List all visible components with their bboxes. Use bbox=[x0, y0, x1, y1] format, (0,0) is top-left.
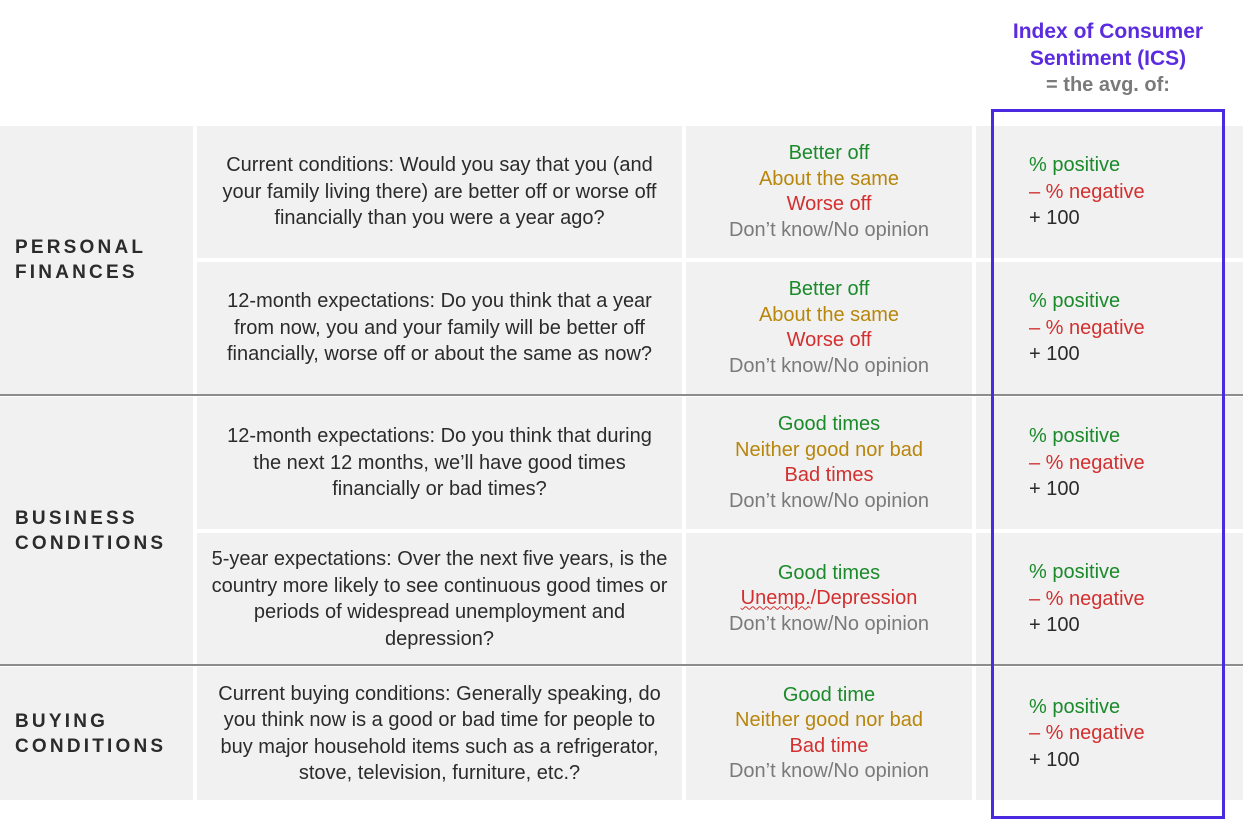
ics-plus: + 100 bbox=[1029, 207, 1080, 230]
question-cell: Current buying conditions: Generally speaking, do you think now is a good or bad time for people to buy major household items such as a refrigerator, stove, television, furniture, etc.? bbox=[197, 667, 682, 800]
ics-plus: + 100 bbox=[1029, 343, 1080, 366]
answer-negative: Worse off bbox=[786, 193, 872, 215]
ics-negative: – % negative bbox=[1029, 180, 1145, 203]
ics-negative: – % negative bbox=[1029, 451, 1145, 474]
ics-header bbox=[992, 18, 1224, 99]
ics-positive: % positive bbox=[1029, 425, 1121, 448]
ics-subtitle: = the avg. of: bbox=[1046, 74, 1170, 96]
answer-positive: Better off bbox=[788, 278, 870, 300]
answer-dont-know: Don’t know/No opinion bbox=[728, 218, 930, 241]
answer-options bbox=[686, 397, 972, 529]
answer-neutral: About the same bbox=[758, 303, 900, 326]
ics-negative: – % negative bbox=[1029, 587, 1145, 610]
category-business-conditions: BUSINESS CONDITIONS bbox=[0, 397, 193, 665]
answer-options bbox=[686, 126, 972, 258]
answer-positive: Good times bbox=[777, 413, 881, 435]
question-cell: 12-month expectations: Do you think that during the next 12 months, we’ll have good times financially or bad times? bbox=[197, 397, 682, 529]
ics-positive: % positive bbox=[1029, 290, 1121, 313]
ics-positive: % positive bbox=[1029, 561, 1121, 584]
answer-neutral: Neither good nor bad bbox=[735, 438, 923, 461]
ics-positive: % positive bbox=[1029, 154, 1121, 177]
answer-positive: Good times bbox=[777, 561, 881, 584]
ics-highlight-box bbox=[991, 109, 1225, 819]
ics-positive: % positive bbox=[1029, 695, 1121, 718]
answer-dont-know: Don’t know/No opinion bbox=[728, 760, 930, 782]
ics-plus: + 100 bbox=[1029, 478, 1080, 501]
answer-negative bbox=[741, 586, 918, 612]
answer-negative: Bad times bbox=[784, 464, 874, 486]
ics-plus: + 100 bbox=[1029, 748, 1080, 771]
ics-negative: – % negative bbox=[1029, 316, 1145, 339]
answer-options bbox=[686, 533, 972, 665]
answer-neutral: About the same bbox=[758, 167, 900, 190]
answer-negative: Worse off bbox=[786, 329, 872, 351]
answer-neutral: Neither good nor bad bbox=[735, 709, 923, 731]
answer-positive: Good time bbox=[782, 683, 876, 706]
question-cell: Current conditions: Would you say that you (and your family living there) are better off or worse off financially than you were a year ago? bbox=[197, 126, 682, 258]
answer-positive: Better off bbox=[788, 142, 870, 164]
answer-dont-know: Don’t know/No opinion bbox=[728, 489, 930, 512]
ics-negative: – % negative bbox=[1029, 722, 1145, 745]
ics-plus: + 100 bbox=[1029, 614, 1080, 637]
category-buying-conditions: BUYING CONDITIONS bbox=[0, 667, 193, 800]
question-cell: 5-year expectations: Over the next five years, is the country more likely to see continuous good times or periods of widespread unemployment and depression? bbox=[197, 533, 682, 665]
answer-negative-rest: /Depression bbox=[810, 587, 918, 610]
answer-negative: Bad time bbox=[789, 734, 869, 757]
ics-title: Index of Consumer Sentiment (ICS) bbox=[1012, 20, 1204, 70]
question-cell: 12-month expectations: Do you think that a year from now, you and your family will be better off financially, worse off or about the same as now? bbox=[197, 262, 682, 394]
answer-options bbox=[686, 667, 972, 800]
answer-negative-abbrev: Unemp. bbox=[740, 587, 811, 610]
category-personal-finances: PERSONAL FINANCES bbox=[0, 126, 193, 394]
answer-dont-know: Don’t know/No opinion bbox=[728, 354, 930, 377]
answer-dont-know: Don’t know/No opinion bbox=[728, 612, 930, 635]
answer-options bbox=[686, 262, 972, 394]
